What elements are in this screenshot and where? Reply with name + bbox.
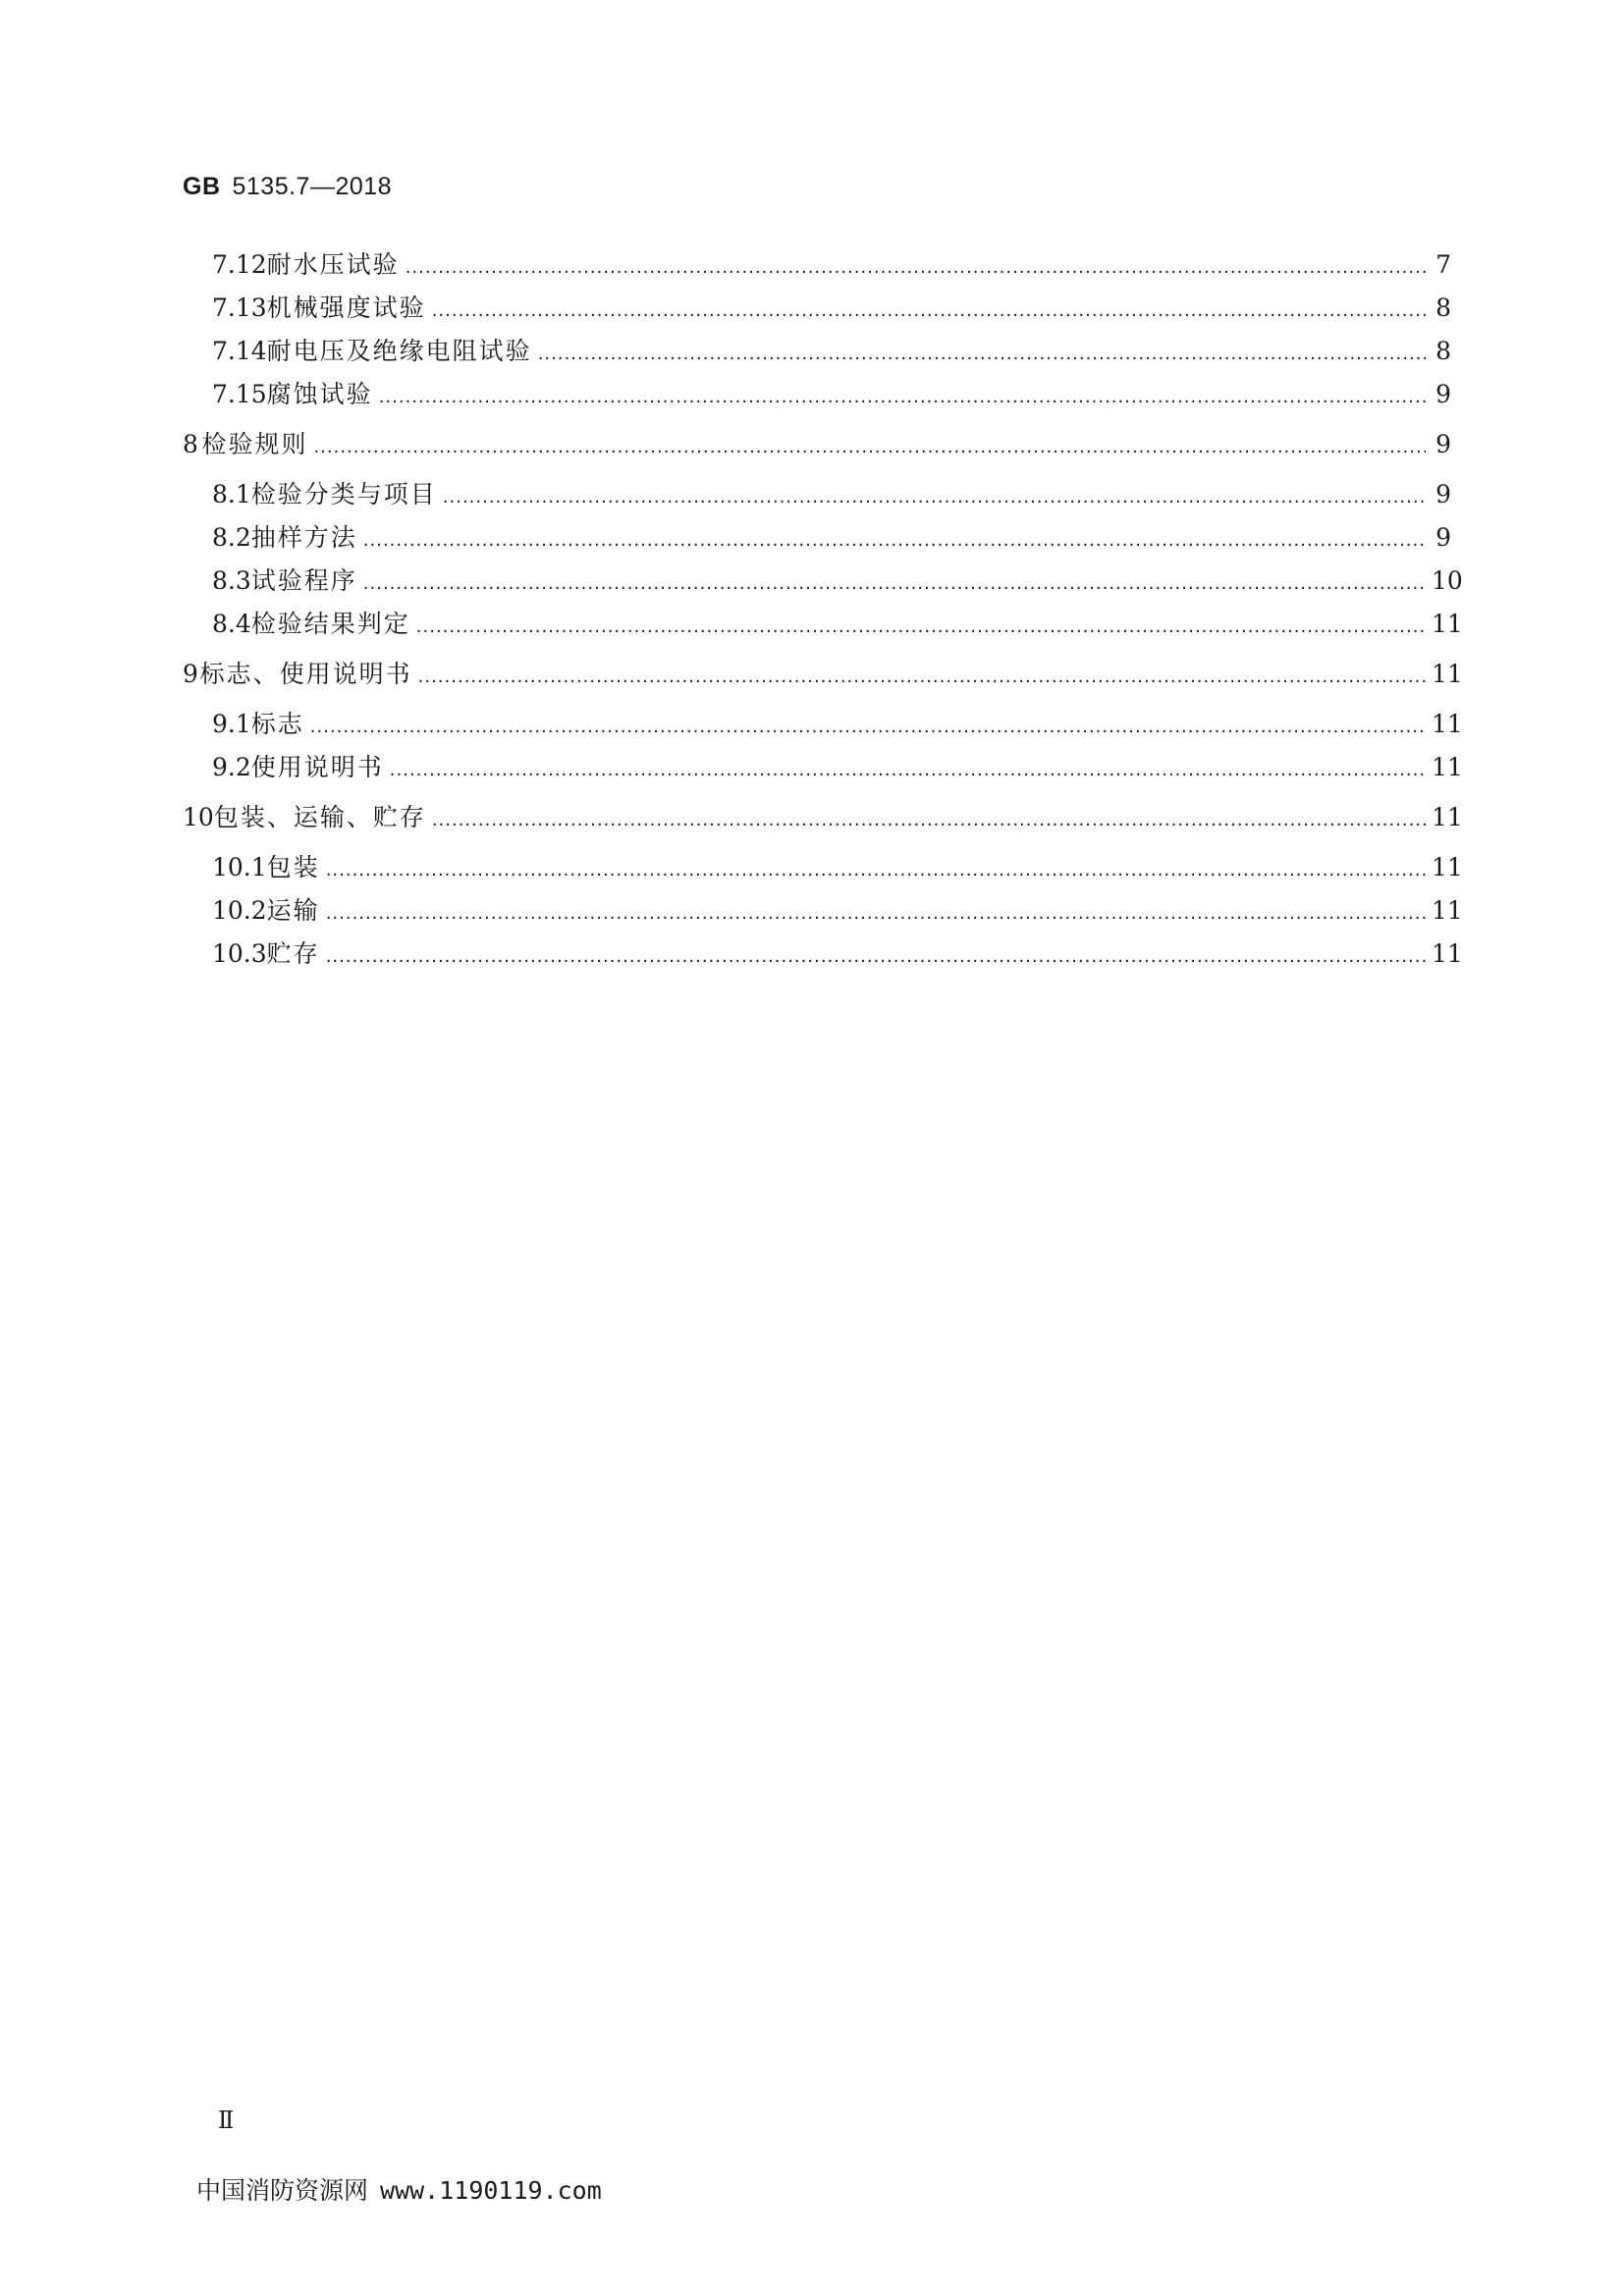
toc-entry[interactable]: [212, 750, 1463, 785]
toc-entry-title: 检验规则: [201, 430, 308, 458]
toc-entry-number: 8.4: [212, 610, 251, 638]
toc-entry-title: 包装: [266, 853, 320, 881]
toc-entry-title: 耐水压试验: [266, 250, 400, 279]
toc-entry[interactable]: [212, 334, 1451, 369]
toc-entry-number: 7.13: [212, 294, 267, 322]
toc-entry[interactable]: [212, 477, 1451, 512]
toc-entry[interactable]: [212, 291, 1451, 326]
toc-entry-number: 9: [183, 660, 198, 688]
page-number: Ⅱ: [218, 2107, 235, 2134]
toc-leader-dots: [363, 566, 1426, 602]
toc-entry-page: 11: [1432, 753, 1463, 781]
toc-entry-title: 包装、运输、贮存: [213, 803, 426, 831]
toc-entry-page: 8: [1435, 294, 1451, 322]
toc-entry-number: 8: [183, 430, 198, 458]
toc-entry-title: 腐蚀试验: [266, 380, 373, 408]
toc-entry-number: 7.14: [212, 337, 267, 365]
standard-code: 5135.7—2018: [232, 173, 393, 200]
toc-leader-dots: [443, 480, 1426, 515]
toc-entry-page: 11: [1432, 939, 1463, 968]
toc-leader-dots: [326, 853, 1426, 888]
toc-entry[interactable]: [183, 800, 1463, 835]
toc-entry-page: 9: [1435, 430, 1451, 458]
toc-entry-page: 9: [1435, 523, 1451, 552]
toc-entry-number: 10.1: [212, 853, 267, 881]
toc-entry[interactable]: [212, 520, 1451, 556]
toc-leader-dots: [538, 337, 1426, 372]
toc-entry-number: 7.15: [212, 380, 267, 408]
toc-entry-page: 9: [1435, 480, 1451, 508]
toc-leader-dots: [313, 430, 1426, 465]
toc-entry-number: 8.1: [212, 480, 251, 508]
toc-entry-number: 7.12: [212, 250, 267, 279]
toc-entry-title: 耐电压及绝缘电阻试验: [266, 337, 532, 365]
toc-entry[interactable]: [212, 247, 1451, 283]
footer-watermark: [196, 2171, 602, 2207]
toc-entry-page: 11: [1432, 853, 1463, 881]
toc-entry-title: 贮存: [266, 939, 320, 968]
document-header: [183, 173, 392, 201]
toc-entry-title: 试验程序: [250, 566, 357, 595]
toc-entry-number: 8.3: [212, 566, 251, 595]
toc-leader-dots: [326, 939, 1426, 975]
toc-entry-number: 9.1: [212, 710, 251, 738]
toc-entry-title: 使用说明书: [250, 753, 384, 781]
toc-entry-title: 抽样方法: [250, 523, 357, 552]
toc-entry[interactable]: [212, 893, 1463, 929]
toc-leader-dots: [418, 660, 1426, 695]
toc-entry[interactable]: [212, 850, 1463, 885]
toc-entry[interactable]: [183, 427, 1451, 462]
toc-entry-page: 11: [1432, 803, 1463, 831]
toc-entry[interactable]: [183, 657, 1463, 692]
toc-entry-number: 9.2: [212, 753, 251, 781]
toc-entry-number: 10: [183, 803, 214, 831]
toc-entry-page: 8: [1435, 337, 1451, 365]
site-name: 中国消防资源网: [196, 2176, 369, 2205]
toc-entry-title: 运输: [266, 896, 320, 925]
toc-leader-dots: [326, 896, 1426, 932]
toc-entry[interactable]: [212, 377, 1451, 412]
toc-entry-title: 检验结果判定: [250, 610, 410, 638]
toc-entry-title: 检验分类与项目: [250, 480, 437, 508]
toc-entry-page: 11: [1432, 710, 1463, 738]
toc-entry[interactable]: [212, 607, 1463, 642]
toc-leader-dots: [406, 250, 1426, 286]
toc-leader-dots: [379, 380, 1426, 415]
toc-leader-dots: [310, 710, 1426, 745]
toc-entry-page: 9: [1435, 380, 1451, 408]
toc-entry-page: 7: [1435, 250, 1451, 279]
toc-entry-title: 标志、使用说明书: [199, 660, 412, 688]
toc-entry-number: 10.2: [212, 896, 267, 925]
toc-entry-page: 11: [1432, 896, 1463, 925]
standard-prefix: GB: [183, 173, 221, 200]
toc-entry-page: 11: [1432, 610, 1463, 638]
toc-entry-number: 10.3: [212, 939, 267, 968]
toc-entry[interactable]: [212, 707, 1463, 742]
toc-entry-title: 标志: [250, 710, 304, 738]
toc-leader-dots: [432, 294, 1426, 329]
toc-leader-dots: [416, 610, 1426, 645]
toc-leader-dots: [390, 753, 1426, 788]
toc-entry-page: 10: [1432, 566, 1463, 595]
toc-entry-number: 8.2: [212, 523, 251, 552]
site-url[interactable]: www.1190119.com: [380, 2176, 602, 2205]
toc-entry-title: 机械强度试验: [266, 294, 426, 322]
toc-entry[interactable]: [212, 936, 1463, 972]
toc-leader-dots: [363, 523, 1426, 559]
toc-entry-page: 11: [1432, 660, 1463, 688]
toc-entry[interactable]: [212, 563, 1463, 599]
toc-leader-dots: [432, 803, 1426, 838]
